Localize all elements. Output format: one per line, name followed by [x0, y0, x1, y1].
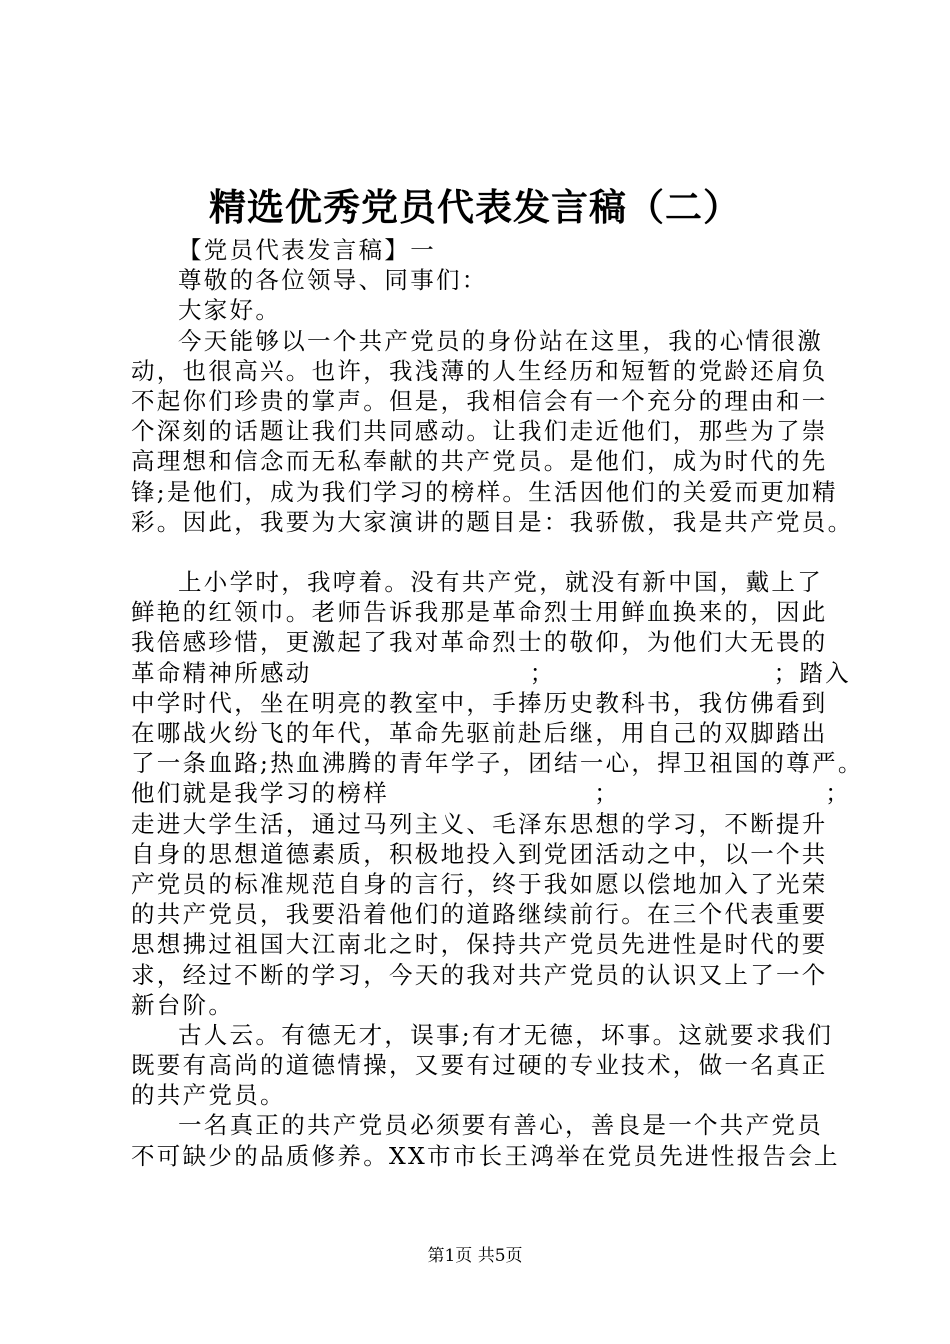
- body-line: 不起你们珍贵的掌声。但是，我相信会有一个充分的理由和一: [131, 386, 828, 415]
- body-line: [131, 658, 851, 688]
- body-line: 古人云。有德无才，误事;有才无德，坏事。这就要求我们: [178, 1020, 834, 1049]
- body-line: 求，经过不断的学习，今天的我对共产党员的认识又上了一个: [131, 960, 828, 989]
- body-line: 今天能够以一个共产党员的身份站在这里，我的心情很激: [178, 326, 823, 355]
- body-line: 动，也很高兴。也许，我浅薄的人生经历和短暂的党龄还肩负: [131, 356, 828, 385]
- body-line: 自身的思想道德素质，积极地投入到党团活动之中，以一个共: [131, 839, 828, 868]
- body-line-segment: ；: [529, 658, 556, 687]
- body-line: 思想拂过祖国大江南北之时，保持共产党员先进性是时代的要: [131, 930, 828, 959]
- body-line: 尊敬的各位领导、同事们：: [178, 266, 488, 295]
- body-line: 彩。因此，我要为大家演讲的题目是：我骄傲，我是共产党员。: [131, 507, 854, 536]
- body-line: [131, 537, 851, 567]
- body-line: 走进大学生活，通过马列主义、毛泽东思想的学习，不断提升: [131, 809, 828, 838]
- body-line: 个深刻的话题让我们共同感动。让我们走近他们，那些为了崇: [131, 417, 828, 446]
- body-line: 【党员代表发言稿】一: [178, 236, 436, 264]
- document-title: 精选优秀党员代表发言稿（二）: [209, 185, 741, 229]
- body-line-segment: ；: [594, 779, 620, 808]
- body-line: 上小学时，我哼着。没有共产党，就没有新中国，戴上了: [178, 568, 823, 597]
- body-line: 大家好。: [178, 296, 282, 325]
- body-line: 高理想和信念而无私奉献的共产党员。是他们，成为时代的先: [131, 447, 828, 476]
- body-line: 一名真正的共产党员必须要有善心，善良是一个共产党员: [178, 1111, 823, 1140]
- body-line: [131, 778, 851, 808]
- body-line: 在哪战火纷飞的年代，革命先驱前赴后继，用自己的双脚踏出: [131, 719, 828, 747]
- body-line: 既要有高尚的道德情操，又要有过硬的专业技术，做一名真正: [131, 1051, 828, 1080]
- body-line-segment: ；: [825, 779, 851, 808]
- body-line: 我倍感珍惜，更激起了我对革命烈士的敬仰，为他们大无畏的: [131, 628, 828, 657]
- body-line: 锋;是他们，成为我们学习的榜样。生活因他们的关爱而更加精: [131, 477, 838, 506]
- body-line: 了一条血路;热血沸腾的青年学子，团结一心，捍卫祖国的尊严。: [131, 749, 864, 778]
- body-line: 的共产党员。: [131, 1081, 286, 1110]
- body-line: 的共产党员，我要沿着他们的道路继续前行。在三个代表重要: [131, 900, 828, 929]
- body-line: 中学时代，坐在明亮的教室中，手捧历史教科书，我仿佛看到: [131, 688, 828, 717]
- body-line: 产党员的标准规范自身的言行，终于我如愿以偿地加入了光荣: [131, 869, 828, 898]
- body-line: 不可缺少的品质修养。XX市市长王鸿举在党员先进性报告会上: [131, 1141, 840, 1170]
- document-body: [131, 235, 864, 1171]
- body-line-segment: 革命精神所感动: [131, 658, 312, 687]
- body-line: 新台阶。: [131, 990, 235, 1019]
- body-line-segment: 他们就是我学习的榜样: [131, 779, 389, 808]
- body-line-segment: ；踏入: [773, 658, 851, 687]
- body-line: 鲜艳的红领巾。老师告诉我那是革命烈士用鲜血换来的，因此: [131, 598, 828, 627]
- page-footer: 第1页 共5页: [427, 1246, 523, 1266]
